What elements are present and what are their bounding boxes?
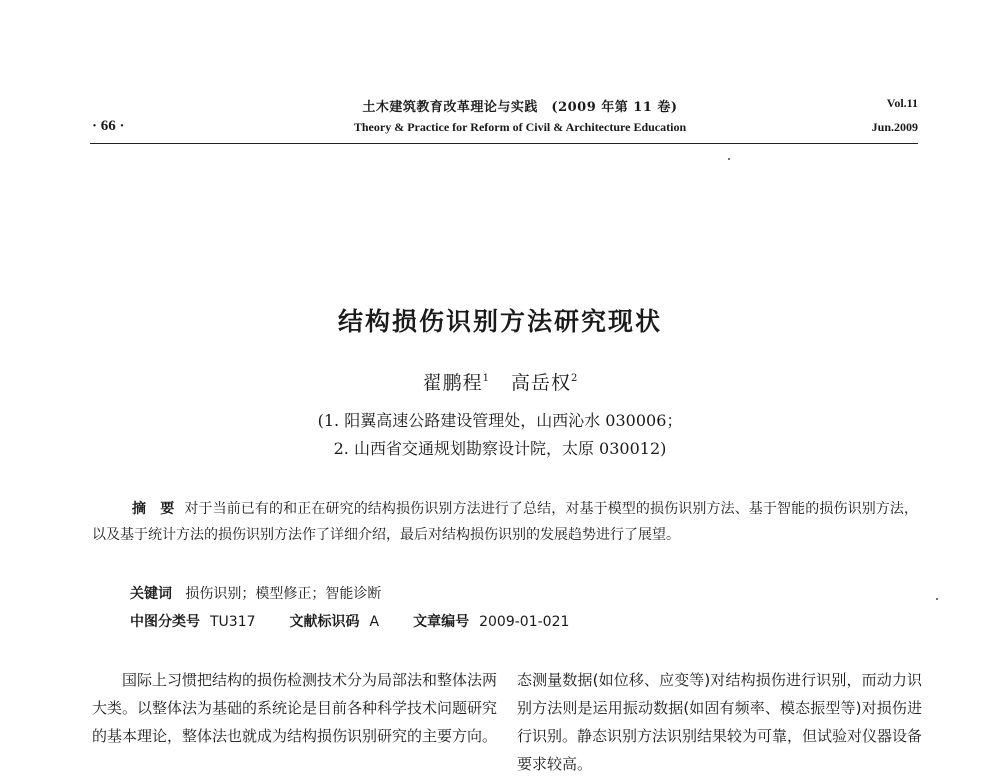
- journal-title-cn: 土木建筑教育改革理论与实践 (2009 年第 11 卷): [362, 100, 678, 115]
- author-name: 翟鹏程: [422, 372, 483, 394]
- page-number: · 66 ·: [92, 118, 125, 134]
- keywords-label: 关键词: [130, 586, 172, 602]
- abstract-text: 对于当前已有的和正在研究的结构损伤识别方法进行了总结，对基于模型的损伤识别方法、基于智能的损伤识别方法，以及基于统计方法的损伤识别方法作了详细介绍，最后对结构损伤识别的发展趋势进行了展望。: [92, 501, 919, 543]
- article-number-label: 文章编号: [413, 614, 470, 630]
- volume: Vol.11: [886, 96, 918, 110]
- article-number-value: 2009-01-021: [479, 614, 570, 630]
- classification-line: [130, 611, 581, 631]
- author-affiliation-mark: 2: [571, 373, 578, 384]
- keywords: [130, 583, 381, 603]
- abstract: [92, 496, 918, 548]
- clc-label: 中图分类号: [130, 614, 200, 630]
- clc-value: TU317: [210, 614, 256, 630]
- doc-code-value: A: [369, 614, 380, 630]
- header-rule: [90, 143, 918, 144]
- author-line: [250, 368, 750, 395]
- affiliation: (1. 阳翼高速公路建设管理处，山西沁水 030006；: [317, 411, 683, 430]
- body-paragraph: 态测量数据(如位移、应变等)对结构损伤进行识别，而动力识别方法则是运用振动数据(如固有频率、模态振型等)对损伤进行识别。静态识别方法识别结果较为可靠，但试验对仪器设备要求较高。: [517, 671, 923, 773]
- author-affiliation-mark: 1: [482, 373, 489, 384]
- scan-speck: [728, 158, 730, 160]
- abstract-label: 摘 要: [132, 501, 175, 517]
- keywords-text: 损伤识别；模型修正；智能诊断: [185, 586, 382, 602]
- doc-code-label: 文献标识码: [289, 614, 360, 630]
- article-title: 结构损伤识别方法研究现状: [337, 307, 662, 336]
- scan-speck: [936, 598, 938, 600]
- affiliation: 2. 山西省交通规划勘察设计院，太原 030012): [333, 439, 667, 458]
- body-paragraph: 国际上习惯把结构的损伤检测技术分为局部法和整体法两大类。以整体法为基础的系统论是目前各种科学技术问题研究的基本理论，整体法也就成为结构损伤识别研究的主要方向。: [92, 671, 498, 745]
- body-column-right: [517, 666, 922, 778]
- journal-title-en: Theory & Practice for Reform of Civil & Architecture Education: [353, 120, 687, 134]
- body-column-left: [92, 666, 497, 750]
- author-name: 高岳权: [511, 372, 572, 394]
- issue-date: Jun.2009: [871, 120, 918, 134]
